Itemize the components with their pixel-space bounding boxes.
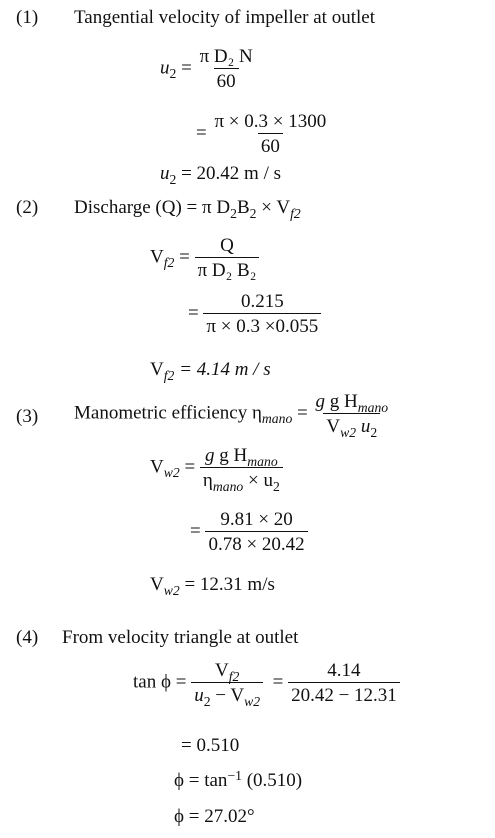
- subscript: 2: [249, 205, 257, 221]
- equals: =: [184, 456, 196, 478]
- equals: =: [188, 302, 199, 324]
- symbol: V: [214, 660, 229, 681]
- numerator: [212, 661, 242, 682]
- text: Discharge (Q) = π D: [74, 197, 231, 218]
- numerator: 9.81 × 20: [220, 509, 293, 530]
- subscript: 2: [169, 171, 177, 187]
- fraction: [288, 661, 400, 705]
- text: Manometric efficiency η: [74, 402, 262, 424]
- text: (0.510): [241, 770, 303, 791]
- numerator: π × 0.3 × 1300: [214, 111, 327, 132]
- result-vw2: [150, 574, 275, 598]
- symbol: u: [160, 163, 170, 184]
- text: g H: [219, 445, 248, 466]
- subscript: f2: [290, 205, 301, 221]
- fraction: [313, 391, 392, 440]
- text: − V: [210, 685, 245, 706]
- equals: =: [196, 122, 207, 144]
- subscript: w2: [244, 693, 261, 709]
- numerator: [202, 446, 281, 467]
- subscript: 2: [169, 66, 177, 82]
- symbol: V: [326, 416, 341, 437]
- numerator: Q: [220, 235, 234, 256]
- fraction: [203, 292, 321, 336]
- symbol: η: [202, 470, 213, 491]
- text: ϕ = tan: [174, 770, 228, 791]
- denominator: [323, 413, 380, 440]
- result-line: ϕ = 27.02°: [174, 806, 255, 827]
- subscript: w2: [163, 465, 180, 481]
- result-value: = 20.42 m / s: [181, 163, 282, 184]
- symbol: u: [160, 57, 170, 79]
- numerator: π D₂ N: [199, 46, 253, 67]
- symbol: u: [194, 685, 204, 706]
- denominator: [191, 682, 263, 709]
- symbol: V: [150, 574, 164, 595]
- equals: =: [179, 246, 190, 268]
- denominator: 60: [258, 133, 283, 156]
- fraction: [195, 236, 260, 280]
- subscript: w2: [163, 582, 180, 598]
- step-heading: [74, 197, 301, 221]
- subscript: f2: [163, 255, 175, 271]
- equals: =: [190, 520, 201, 542]
- symbol: V: [150, 456, 164, 478]
- step-number: (2): [16, 197, 39, 218]
- result-value: = 4.14 m / s: [179, 359, 271, 380]
- result-value: = 12.31 m/s: [184, 574, 275, 595]
- result-u2: [160, 163, 282, 187]
- subscript: mano: [357, 399, 389, 415]
- subscript: f2: [163, 367, 175, 383]
- subscript: 2: [230, 205, 237, 221]
- equation-u2: [160, 47, 256, 91]
- symbol: g: [315, 391, 326, 412]
- step-heading: [74, 391, 391, 440]
- fraction: [200, 445, 283, 494]
- text: tan ϕ =: [133, 671, 187, 693]
- numerator: [313, 392, 392, 413]
- equation-tan: [133, 660, 400, 709]
- subscript: w2: [340, 424, 357, 440]
- step-heading: From velocity triangle at outlet: [62, 627, 299, 648]
- symbol: g: [205, 445, 215, 466]
- subscript: mano: [261, 411, 293, 427]
- equation-line: [190, 510, 308, 554]
- subscript: f2: [228, 668, 240, 684]
- equals: =: [181, 57, 192, 79]
- subscript: mano: [212, 478, 244, 494]
- result-line: = 0.510: [181, 735, 240, 756]
- fraction: [205, 510, 307, 554]
- symbol: V: [150, 246, 164, 268]
- equation-line: [196, 112, 329, 156]
- equals: =: [297, 402, 308, 424]
- step-heading: Tangential velocity of impeller at outlet: [74, 7, 375, 28]
- equation-vw2: [150, 445, 283, 494]
- result-line: [174, 767, 303, 791]
- text: × u: [243, 470, 273, 491]
- text: B: [236, 197, 250, 218]
- fraction: [197, 47, 256, 91]
- denominator: 60: [214, 68, 239, 91]
- fraction: [191, 660, 263, 709]
- result-vf2: [150, 359, 271, 383]
- step-number: (4): [16, 627, 39, 648]
- symbol: V: [150, 359, 164, 380]
- denominator: π D₂ B₂: [195, 257, 260, 280]
- text: g H: [329, 391, 358, 412]
- denominator: [200, 467, 283, 494]
- equals: =: [267, 671, 284, 693]
- equation-vf2: [150, 236, 259, 280]
- symbol: u: [360, 416, 371, 437]
- equation-line: [188, 292, 321, 336]
- superscript: −1: [227, 767, 242, 783]
- text: × V: [256, 197, 291, 218]
- denominator: π × 0.3 ×0.055: [203, 313, 321, 336]
- numerator: 0.215: [240, 291, 284, 312]
- subscript: 2: [272, 478, 280, 494]
- fraction: [211, 112, 329, 156]
- denominator: 20.42 − 12.31: [288, 682, 400, 705]
- subscript: 2: [203, 693, 211, 709]
- denominator: 0.78 × 20.42: [205, 531, 307, 554]
- numerator: 4.14: [327, 660, 361, 681]
- subscript: 2: [370, 424, 378, 440]
- step-number: (3): [16, 406, 39, 427]
- subscript: mano: [247, 453, 278, 469]
- step-number: (1): [16, 7, 39, 28]
